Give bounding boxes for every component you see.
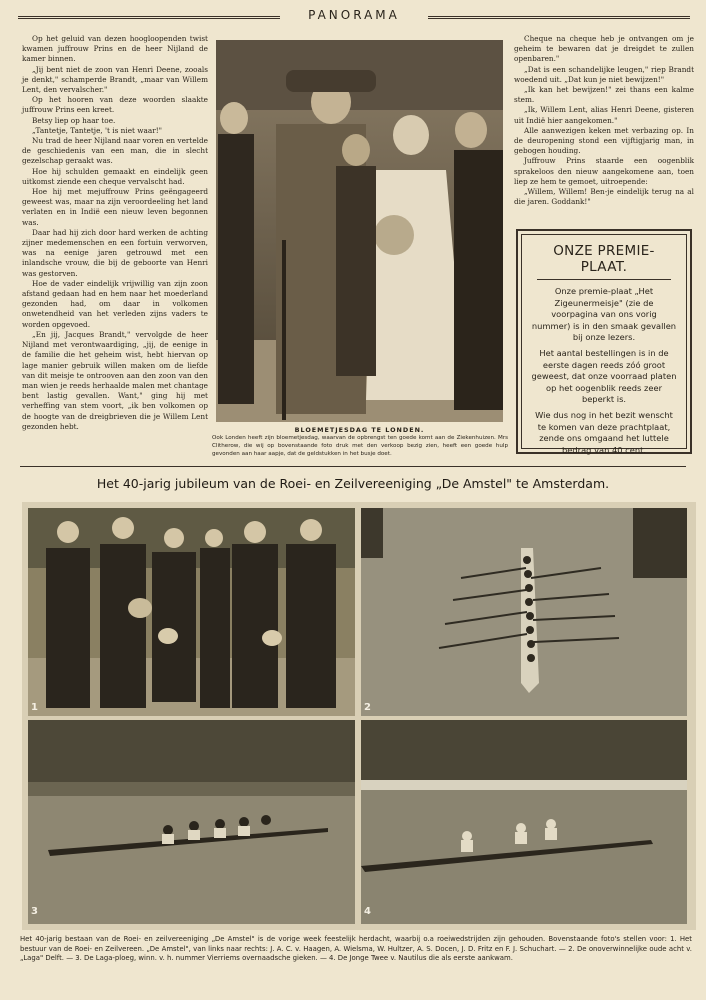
photo-board-members	[28, 508, 355, 716]
story-paragraph: Cheque na cheque heb je ontvangen om je geheim te bewaren dat je dreigdet te zullen openbaren."	[514, 34, 694, 64]
photo-title: BLOEMETJESDAG TE LONDEN.	[294, 426, 425, 434]
premium-print-paragraph: Wie dus nog in het bezit wenscht te komen van deze prachtplaat, zende ons omgaand het luttele bedrag van 40 cent.	[535, 409, 673, 455]
section-divider-top	[20, 466, 686, 467]
photo-image	[28, 508, 355, 716]
premium-print-box-inner	[521, 234, 687, 455]
premium-print-box	[516, 229, 692, 454]
story-paragraph: Hoe hij schulden gemaakt en eindelijk geen uitkomst ziende een cheque vervalscht had.	[22, 166, 208, 186]
story-paragraph: Alle aanwezigen keken met verbazing op. In de deuropening stond een vijftigjarig man, in gebogen houding.	[514, 125, 694, 156]
story-paragraph: „Dat is een schandelijke leugen," riep Brandt woedend uit. „Dat kun je niet bewijzen!"	[514, 64, 694, 84]
photo-image	[361, 508, 687, 716]
section-caption: Het 40-jarig bestaan van de Roei- en zeilvereeniging „De Amstel" is de vorige week feestelijk herdacht, waarbij o.a roeiwedstrijden zijn gehouden. Bovenstaande foto's stellen voor: 1. Het bestuur van de Roei- en Zeilvereen. „De Amstel", van links naar rechts: J. A. C. v. Haagen, A. Wielsma, W. Hultzer, A. S. Docen, J. D. Fritz en F. J. Schuchart. — 2. De onoverwinnelijke oude acht v. „Laga" Delft. — 3. De Laga-ploeg, winn. v. h. nummer Vierriems overnaadsche gieken. — 4. De Jonge Twee v. Nautilus die als eerste aankwam.	[20, 935, 692, 963]
masthead	[18, 8, 690, 26]
section-title: Het 40-jarig jubileum van de Roei- en Zeilvereeniging „De Amstel" te Amsterdam.	[96, 476, 610, 491]
story-paragraph: Nu trad de heer Nijland naar voren en vertelde de geschiedenis van een man, die in slecht gezelschap geraakt was.	[22, 136, 208, 166]
premium-print-title: ONZE PREMIE-PLAAT.	[553, 243, 655, 275]
masthead-rule-left	[18, 16, 280, 19]
story-paragraph: Op het geluid van dezen hoogloopenden twist kwamen juffrouw Prins en de heer Nijland de kamer binnen.	[22, 34, 208, 64]
story-paragraph: „Willem, Willem! Ben-je eindelijk terug na al die jaren. Goddank!"	[514, 187, 694, 207]
premium-print-paragraph: Het aantal bestellingen is in de eerste dagen reeds zóó groot geweest, dat onze voorraad platen op het oogenblik reeds zeer beperkt is.	[531, 347, 677, 405]
photo-young-two	[361, 720, 687, 924]
photo-number: 3	[31, 906, 38, 917]
photo-laga-crew	[28, 720, 355, 924]
masthead-title: PANORAMA	[308, 8, 400, 22]
photo-image	[361, 720, 687, 924]
photo-rowing-eight	[361, 508, 687, 716]
photo-image	[28, 720, 355, 924]
story-paragraph: „Ik, Willem Lent, alias Henri Deene, gisteren uit Indië hier aangekomen."	[514, 105, 694, 125]
story-paragraph: „Ik kan het bewijzen!" zei thans een kalme stem.	[514, 85, 694, 105]
photo-number: 2	[364, 702, 371, 713]
story-paragraph: Hoe hij met mejuffrouw Prins geëngageerd geweest was, maar na zijn veroordeeling het land verlaten en in Indië een nieuw leven begonnen was.	[22, 187, 208, 227]
photo-image	[216, 40, 503, 422]
story-paragraph: „En jij, Jacques Brandt," vervolgde de heer Nijland met verontwaardiging, „jij, de eenige in de familie die het geheim wist, hebt hiervan op lage manier gebruik willen maken om de liefde van dit meisje te ontrooven aan den zoon van den man wien je reeds herhaalde malen met chantage bent lastig gevallen. Want," ging hij met verheffing van stem voort, „ik ben volkomen op de hoogte van de dreigbrieven die je Willem Lent gezonden hebt.	[22, 329, 208, 431]
photo-caption: Ook Londen heeft zijn bloemetjesdag, waarvan de opbrengst ten goede komt aan de Ziekenhuizen. Mrs Clitherow, die wij op bovenstaande foto druk met den verkoop bezig zien, heeft een goede hulp gevonden aan haar aapje, dat de geldstukken in het busje doet.	[212, 435, 508, 457]
story-column-left	[22, 34, 208, 432]
photo-number: 1	[31, 702, 38, 713]
story-paragraph: Op het hooren van deze woorden slaakte juffrouw Prins een kreet.	[22, 95, 208, 115]
story-paragraph: Betsy liep op haar toe.	[32, 115, 116, 125]
story-paragraph: Juffrouw Prins staarde een oogenblik sprakeloos den nieuw aangekomene aan, toen liep ze hem te gemoet, uitroepende:	[514, 156, 694, 186]
story-column-right	[514, 34, 694, 207]
masthead-rule-right	[428, 16, 690, 19]
story-paragraph: Hoe de vader eindelijk vrijwillig van zijn zoon afstand gedaan had en hem naar het moederland gezonden had, om daar in volkomen onwetendheid van het verleden zijns vaders te worden opgevoed.	[22, 278, 208, 329]
photo-number: 4	[364, 906, 371, 917]
story-paragraph: „Jij bent niet de zoon van Henri Deene, zooals je denkt," schamperde Brandt, „maar van Willem Lent, den vervalscher."	[22, 64, 208, 95]
premium-print-paragraph: Onze premie-plaat „Het Zigeunermeisje" (zie de voorpagina van ons vorig nummer) is in den smaak gevallen bij onze lezers.	[531, 286, 677, 343]
premium-print-divider	[537, 279, 671, 280]
story-paragraph: Daar had hij zich door hard werken de achting zijner medemenschen en een fortuin verworven, was na eenige jaren getrouwd met een inlandsche vrouw, die bij de geboorte van Henri was gestorven.	[22, 227, 208, 278]
photo-flower-day-london	[216, 40, 503, 422]
story-paragraph: „Tantetje, Tantetje, 't is niet waar!"	[32, 125, 163, 135]
